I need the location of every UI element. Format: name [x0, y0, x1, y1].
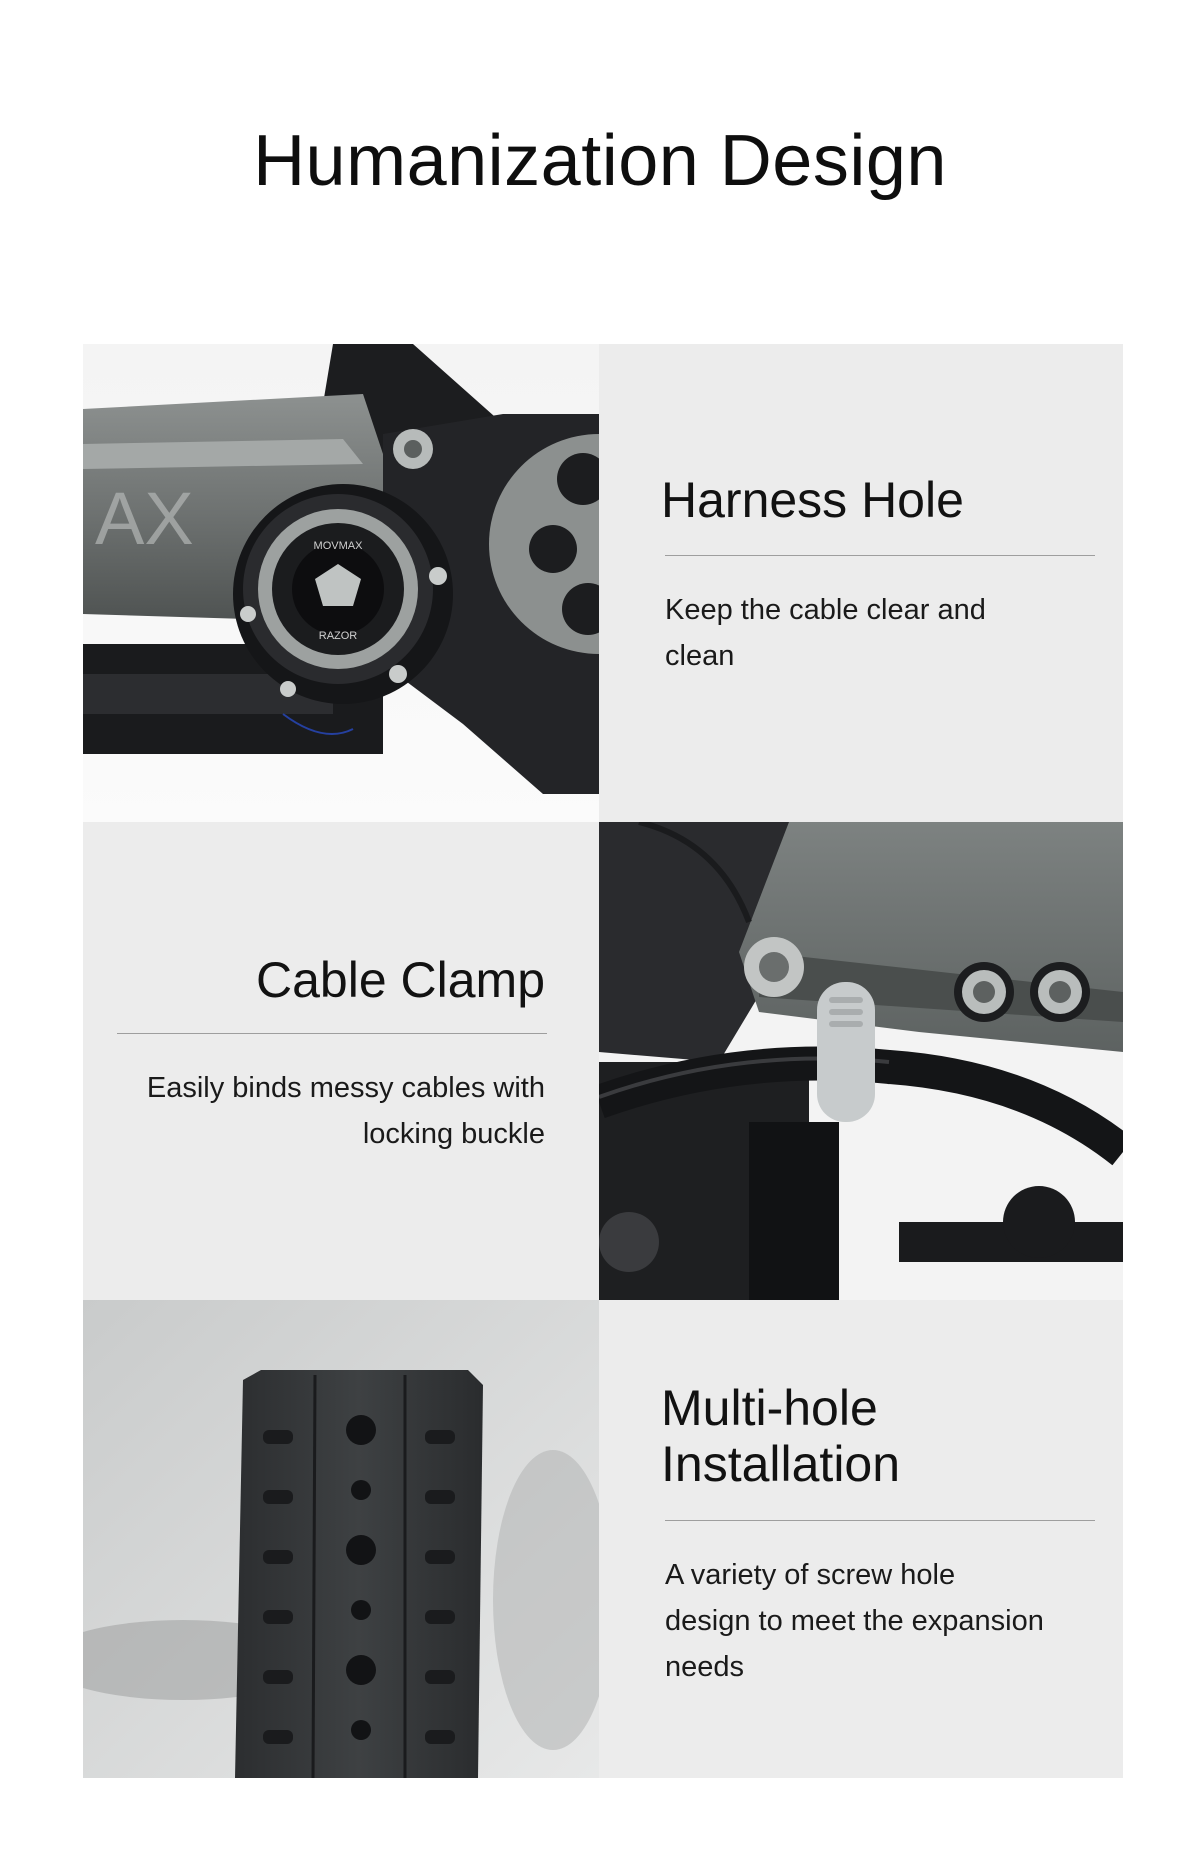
feature-description: A variety of screw hole design to meet the expansion needs — [665, 1559, 1044, 1683]
arm-engraving: AX — [95, 477, 194, 560]
feature-description: Keep the cable clear and clean — [665, 594, 986, 672]
harness-hole-photo — [83, 344, 599, 822]
feature-heading: Cable Clamp — [255, 952, 545, 1008]
feature-heading: Multi-hole Installation — [661, 1380, 901, 1492]
cable-clamp-panel — [83, 822, 599, 1300]
cable-clamp-photo — [599, 822, 1123, 1300]
feature-heading: Harness Hole — [661, 472, 964, 528]
divider — [117, 1033, 547, 1034]
feature-description: Easily binds messy cables with locking buckle — [146, 1072, 545, 1150]
multi-hole-panel — [599, 1300, 1123, 1778]
page-title: Humanization Design — [253, 121, 947, 201]
divider — [665, 1520, 1095, 1521]
feature-grid — [83, 344, 1123, 1778]
knob-logo-bottom: RAZOR — [318, 630, 358, 642]
divider — [665, 555, 1095, 556]
harness-hole-panel — [599, 344, 1123, 822]
multi-hole-photo — [83, 1300, 599, 1778]
knob-logo-top: MOVMAX — [313, 540, 363, 552]
